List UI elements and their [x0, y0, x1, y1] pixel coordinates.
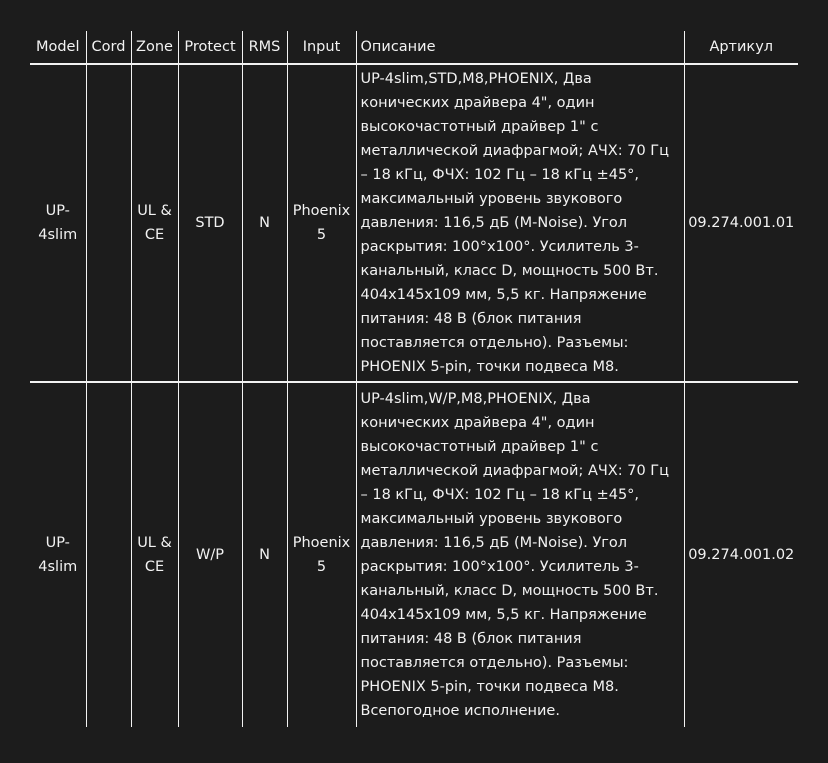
header-cord: Cord [86, 31, 131, 64]
cell-description: UP-4slim,W/P,M8,PHOENIX, Два конических драйвера 4", один высокочастотный драйвер 1" с металлической диафрагмой; АЧХ: 70 Гц – 18 кГц, ФЧХ: 102 Гц – 18 кГц ±45°, максимальный уровень звукового давления: 116,5 дБ (M-Noise). Угол раскрытия: 100°x100°. Усилитель 3-канальный, класс D, мощность 500 Вт. 404x145x109 мм, 5,5 кг. Напряжение питания: 48 В (блок питания поставляется отдельно). Разъемы: PHOENIX 5-pin, точки подвеса M8. Всепогодное исполнение. [356, 382, 684, 727]
cell-model: UP-4slim [38, 535, 78, 575]
cell-zone: UL & CE [131, 64, 178, 382]
cell-input: Phoenix 5 [287, 64, 356, 382]
header-model: Model [30, 31, 86, 64]
header-rms: RMS [242, 31, 287, 64]
header-protect: Protect [178, 31, 242, 64]
cell-protect: STD [178, 64, 242, 382]
header-row [30, 31, 798, 64]
header-zone: Zone [131, 31, 178, 64]
cell-zone: UL & CE [131, 382, 178, 727]
spec-table [30, 31, 798, 727]
cell-article: 09.274.001.01 [684, 64, 798, 382]
cell-description: UP-4slim,STD,M8,PHOENIX, Два конических драйвера 4", один высокочастотный драйвер 1" с металлической диафрагмой; АЧХ: 70 Гц – 18 кГц, ФЧХ: 102 Гц – 18 кГц ±45°, максимальный уровень звукового давления: 116,5 дБ (M-Noise). Угол раскрытия: 100°x100°. Усилитель 3-канальный, класс D, мощность 500 Вт. 404x145x109 мм, 5,5 кг. Напряжение питания: 48 В (блок питания поставляется отдельно). Разъемы: PHOENIX 5-pin, точки подвеса M8. [356, 64, 684, 382]
cell-model: UP-4slim [30, 64, 86, 382]
cell-cord [86, 64, 131, 382]
header-input: Input [287, 31, 356, 64]
table-row [30, 64, 798, 382]
header-article: Артикул [684, 31, 798, 64]
cell-rms: N [242, 64, 287, 382]
table-row [30, 382, 798, 727]
header-description: Описание [356, 31, 684, 64]
cell-rms: N [242, 382, 287, 727]
cell-cord [86, 382, 131, 727]
spec-table-container [30, 31, 798, 727]
cell-protect: W/P [178, 382, 242, 727]
cell-article: 09.274.001.02 [684, 382, 798, 727]
cell-input: Phoenix 5 [287, 382, 356, 727]
